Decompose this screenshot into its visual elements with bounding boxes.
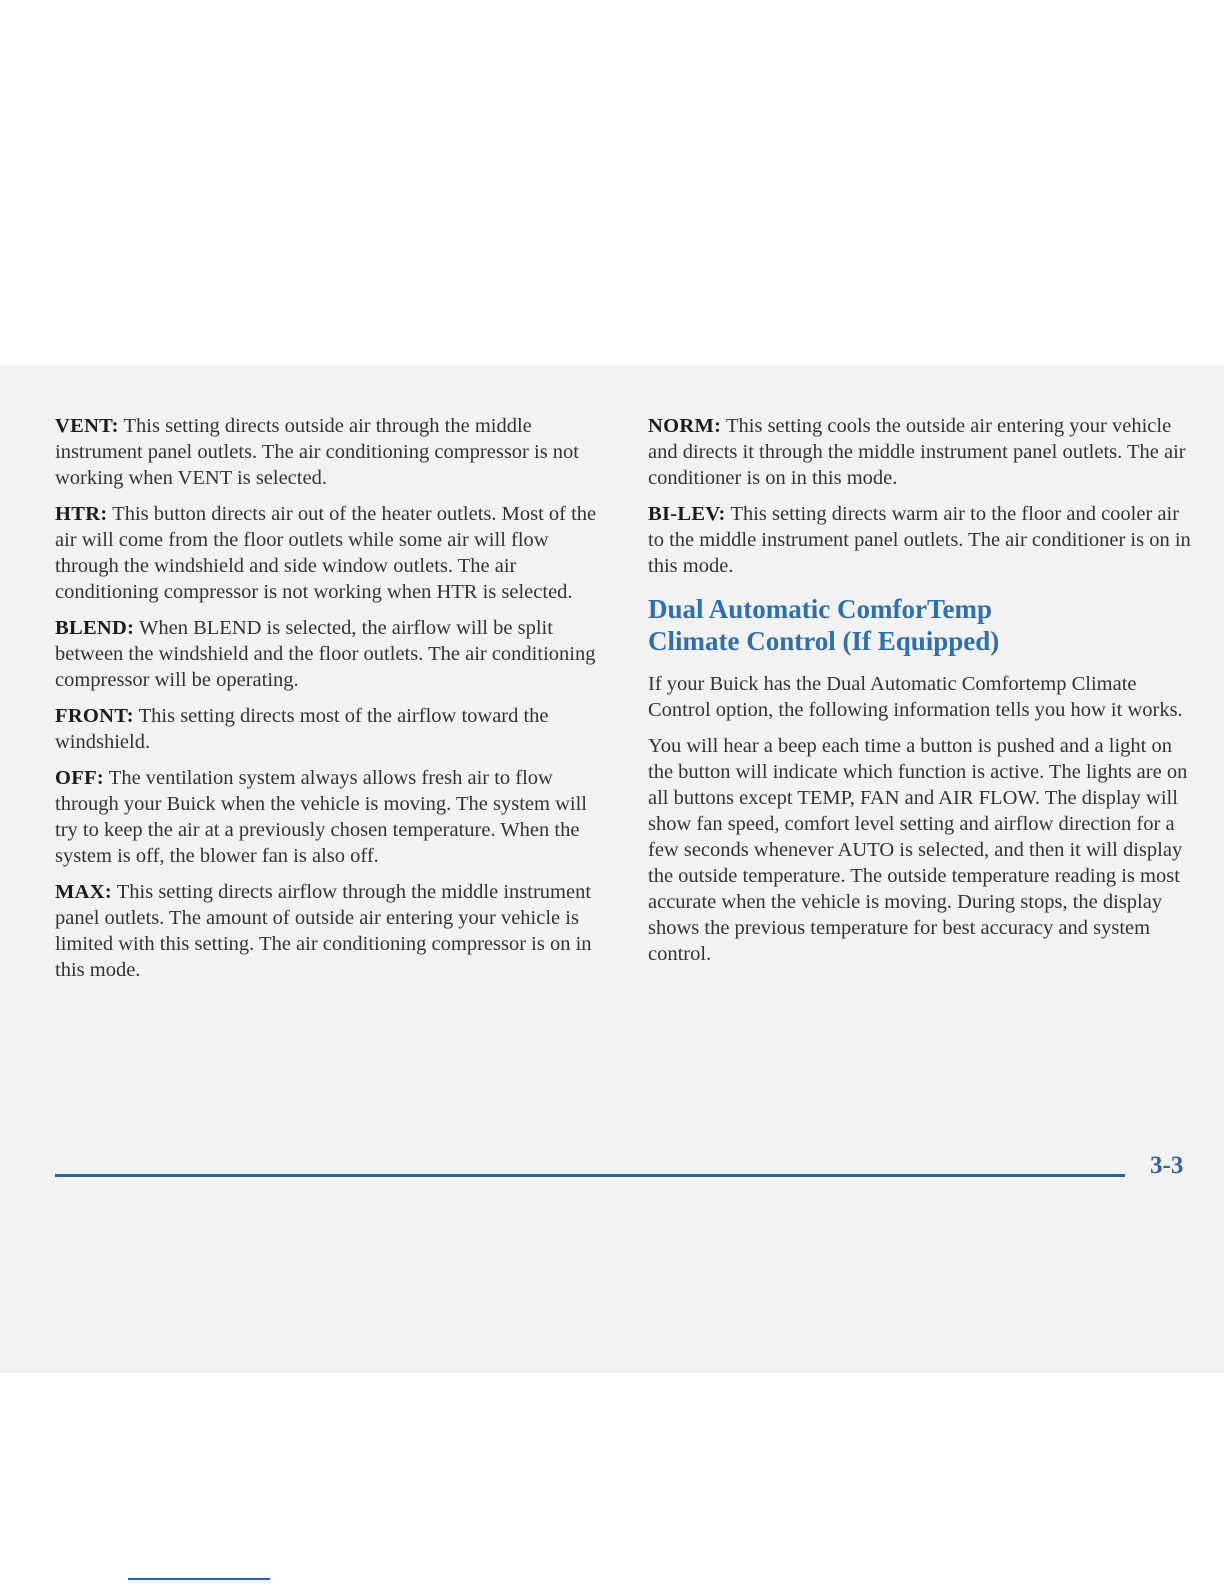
description-paragraph: You will hear a beep each time a button is pushed and a light on the button will indicate which function is active. The lights are on all buttons except TEMP, FAN and AIR FLOW. The display will show fan speed, comfort level setting and airflow direction for a few seconds whenever AUTO is selected, and then it will display the outside temperature. The outside temperature reading is most accurate when the vehicle is moving. During stops, the display shows the previous temperature for best accuracy and system control. bbox=[648, 735, 1188, 965]
entry-term: MAX: bbox=[55, 881, 112, 903]
entry-term: BI-LEV: bbox=[648, 503, 726, 525]
entry-off bbox=[55, 765, 603, 869]
footer-rule bbox=[55, 1174, 1125, 1177]
section-heading-line2: Climate Control (If Equipped) bbox=[648, 626, 1000, 656]
entry-text: The ventilation system always allows fresh air to flow through your Buick when the vehicle is moving. The system will try to keep the air at a previously chosen temperature. When the system is off, the blower fan is also off. bbox=[55, 767, 587, 867]
entry-bi-lev bbox=[648, 501, 1193, 579]
right-column bbox=[648, 413, 1193, 977]
entry-term: NORM: bbox=[648, 415, 722, 437]
entry-term: OFF: bbox=[55, 767, 105, 789]
entry-text: This setting directs warm air to the floor and cooler air to the middle instrument panel outlets. The air conditioner is on in this mode. bbox=[648, 503, 1191, 577]
bottom-accent-line bbox=[128, 1578, 270, 1580]
entry-blend bbox=[55, 615, 603, 693]
section-heading-line1: Dual Automatic ComforTemp bbox=[648, 594, 992, 624]
entry-htr bbox=[55, 501, 603, 605]
entry-term: FRONT: bbox=[55, 705, 134, 727]
entry-vent bbox=[55, 413, 603, 491]
section-heading bbox=[648, 593, 1193, 657]
entry-text: This button directs air out of the heater outlets. Most of the air will come from the floor outlets while some air will flow through the windshield and side window outlets. The air conditioning compressor is not working when HTR is selected. bbox=[55, 503, 597, 603]
entry-text: This setting directs outside air through the middle instrument panel outlets. The air conditioning compressor is not working when VENT is selected. bbox=[55, 415, 579, 489]
entry-term: VENT: bbox=[55, 415, 119, 437]
entry-term: HTR: bbox=[55, 503, 108, 525]
entry-text: This setting cools the outside air entering your vehicle and directs it through the middle instrument panel outlets. The air conditioner is on in this mode. bbox=[648, 415, 1186, 489]
entry-text: This setting directs most of the airflow toward the windshield. bbox=[55, 705, 549, 753]
entry-front bbox=[55, 703, 603, 755]
entry-max bbox=[55, 879, 603, 983]
entry-text: When BLEND is selected, the airflow will be split between the windshield and the floor outlets. The air conditioning compressor will be operating. bbox=[55, 617, 596, 691]
page-number: 3-3 bbox=[1150, 1152, 1184, 1179]
left-column bbox=[55, 413, 603, 993]
entry-text: This setting directs airflow through the middle instrument panel outlets. The amount of outside air entering your vehicle is limited with this setting. The air conditioning compressor is on in this mode. bbox=[55, 881, 592, 981]
content-panel bbox=[0, 365, 1224, 1373]
intro-paragraph: If your Buick has the Dual Automatic Comfortemp Climate Control option, the following information tells you how it works. bbox=[648, 673, 1183, 721]
entry-norm bbox=[648, 413, 1193, 491]
entry-term: BLEND: bbox=[55, 617, 135, 639]
